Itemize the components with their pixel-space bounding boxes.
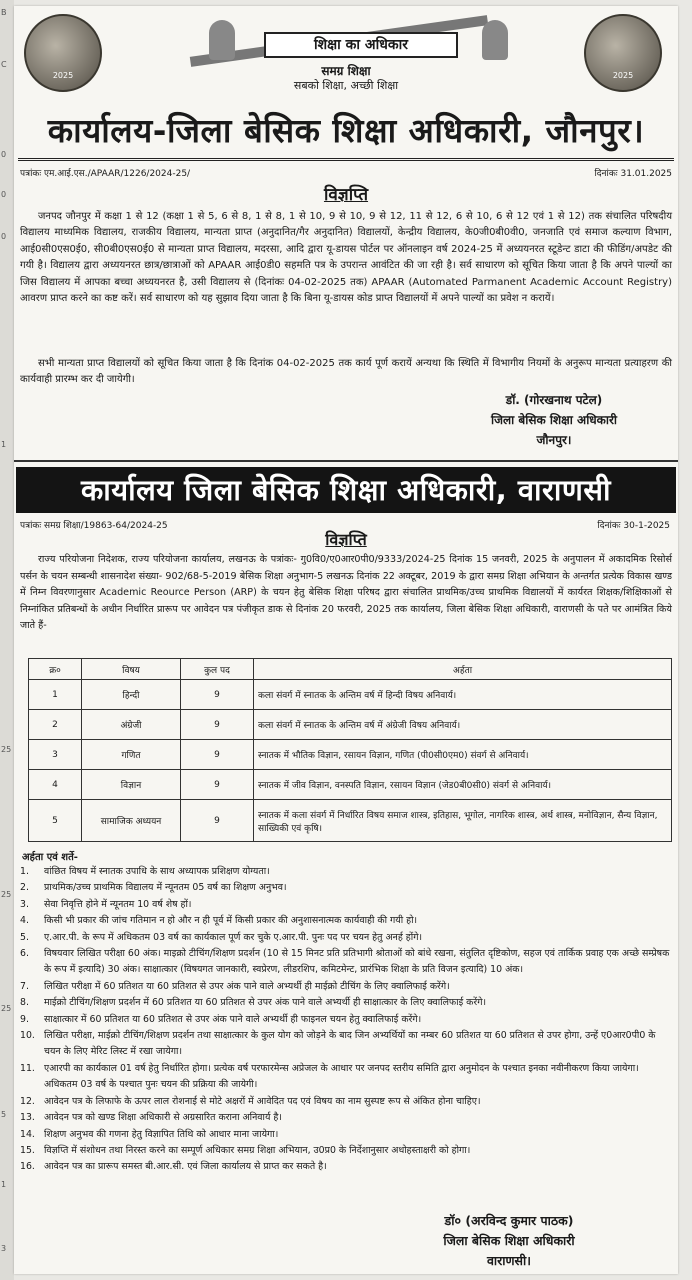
table-header-row <box>29 659 672 680</box>
list-item: 6. विषयवार लिखित परीक्षा 60 अंक। माइक्रो टीचिंग/शिक्षण प्रदर्शन (10 से 15 मिनट प्रति प्रतिभागी श्रोताओं को बांधे रखना, संतुलित दृष्टिकोण, सहज एवं तार्किक प्रवाह एक अच्छे सम्प्रेषक के रूप में इत्यादि) 30 अंक। साक्षात्कार (विषयगत जानकारी, स्वप्रेरण, लीडरशिप, कमिटमेन्ट, प्रारंभिक शिक्षा के प्रति विजन इत्यादि) 10 अंक। <box>20 948 670 976</box>
cell-qualification: स्नातक में कला संवर्ग में निर्धारित विषय समाज शास्त्र, इतिहास, भूगोल, नागरिक शास्त्र, अर्थ शास्त्र, मनोविज्ञान, सैन्य विज्ञान, साख्यिकी एवं कृषि। <box>254 800 672 842</box>
margin-tick: 1 <box>1 1180 7 1189</box>
scheme-tagline: सबको शिक्षा, अच्छी शिक्षा <box>293 79 399 92</box>
margin-tick: 25 <box>1 1004 12 1013</box>
list-item: 14. शिक्षण अनुभव की गणना हेतु विज्ञापित तिथि को आधार माना जायेगा। <box>20 1128 279 1140</box>
list-item: 13. आवेदन पत्र को खण्ड शिक्षा अधिकारी से अग्रसारित कराना अनिवार्य है। <box>20 1112 282 1124</box>
seal-year: 2025 <box>612 71 634 80</box>
list-item: 3. सेवा निवृत्ति होने में न्यूनतम 10 वर्ष शेष हों। <box>20 898 192 910</box>
table-row <box>29 740 672 770</box>
col-header-subject: विषय <box>82 659 181 680</box>
jaunpur-date: दिनांकः 31.01.2025 <box>594 169 672 179</box>
cell-subject: सामाजिक अध्ययन <box>82 800 181 842</box>
condition-text: लिखित परीक्षा, माईक्रो टीचिंग/शिक्षण प्रदर्शन तथा साक्षात्कार के कुल योग को जोड़ने के बाद जिन अभ्यर्थियों का नम्बर 60 प्रतिशत या 60 प्रतिशत से उपर होगा, उन्हें ए0आर0पी0 के चयन के लिए मेरिट लिस्ट में रखा जायेगा। <box>44 1030 656 1058</box>
margin-tick: 1 <box>1 440 7 449</box>
list-item: 15. विज्ञप्ति में संशोधन तथा निरस्त करने का सम्पूर्ण अधिकार समग्र शिक्षा अभियान, उ0प्र0 के निर्देशानुसार अधोहस्ताक्षरी को होगा। <box>20 1144 471 1156</box>
margin-tick: 0 <box>1 232 7 241</box>
cell-qualification: कला संवर्ग में स्नातक के अन्तिम वर्ष में हिन्दी विषय अनिवार्य। <box>254 680 672 710</box>
cell-posts: 9 <box>181 710 254 740</box>
margin-tick: 25 <box>1 745 12 754</box>
margin-tick: 0 <box>1 190 7 199</box>
condition-text: विज्ञप्ति में संशोधन तथा निरस्त करने का सम्पूर्ण अधिकार समग्र शिक्षा अभियान, उ0प्र0 के निर्देशानुसार अधोहस्ताक्षरी को होगा। <box>44 1144 471 1156</box>
cell-subject: अंग्रेजी <box>82 710 181 740</box>
varanasi-date: दिनांकः 30-1-2025 <box>597 521 670 531</box>
col-header-qualification: अर्हता <box>254 659 672 680</box>
cell-posts: 9 <box>181 740 254 770</box>
signatory-post: जिला बेसिक शिक्षा अधिकारी <box>443 1233 575 1248</box>
col-header-sn: क्र० <box>29 659 82 680</box>
cell-posts: 9 <box>181 800 254 842</box>
margin-tick: B <box>1 8 7 17</box>
condition-text: आवेदन पत्र का प्रारूप समस्त बी.आर.सी. एवं जिला कार्यालय से प्राप्त कर सकते है। <box>44 1161 327 1173</box>
table-row <box>29 770 672 800</box>
signatory-name: डॉ० (अरविन्द कुमार पाठक) <box>444 1213 574 1228</box>
jaunpur-notice-heading: विज्ञप्ति <box>323 185 369 205</box>
jaunpur-signature <box>454 390 654 450</box>
section-divider <box>14 460 678 462</box>
condition-text: विषयवार लिखित परीक्षा 60 अंक। माइक्रो टीचिंग/शिक्षण प्रदर्शन (10 से 15 मिनट प्रति प्रतिभागी श्रोताओं को बांधे रखना, संतुलित दृष्टिकोण, सहज एवं तार्किक प्रवाह एक अच्छे सम्प्रेषक के रूप में इत्यादि) 30 अंक। साक्षात्कार (विषयगत जानकारी, स्वप्रेरण, लीडरशिप, कमिटमेन्ट, प्रारंभिक शिक्षा के प्रति विजन इत्यादि) 10 अंक। <box>44 948 670 976</box>
cell-sn: 5 <box>29 800 82 842</box>
signatory-post: जिला बेसिक शिक्षा अधिकारी <box>490 413 618 427</box>
condition-text: प्राथमिक/उच्च प्राथमिक विद्यालय में न्यूनतम 05 वर्ष का शिक्षण अनुभव। <box>44 882 287 894</box>
condition-text: एआरपी का कार्यकाल 01 वर्ष हेतु निर्धारित होगा। प्रत्येक वर्ष परफारमेन्स अप्रेजल के आधार पर जनपद स्तरीय समिति द्वारा अनुमोदन के पश्चात इनका नवीनीकरण किया जायेगा। अधिकतम 03 वर्ष के पश्चात पुनः चयन की प्रक्रिया की जायेगी। <box>44 1062 639 1091</box>
jaunpur-header <box>14 6 678 104</box>
left-binding-strip <box>0 0 14 1280</box>
condition-text: शिक्षण अनुभव की गणना हेतु विज्ञापित तिथि को आधार माना जायेगा। <box>44 1128 279 1140</box>
varanasi-office-title: कार्यालय जिला बेसिक शिक्षा अधिकारी, वाराणसी <box>16 467 676 513</box>
cell-posts: 9 <box>181 680 254 710</box>
cell-posts: 9 <box>181 770 254 800</box>
signatory-place: जौनपुर। <box>536 433 572 447</box>
list-item: 5. ए.आर.पी. के रूप में अधिकतम 03 वर्ष का कार्यकाल पूर्ण कर चुके ए.आर.पी. पुनः पद पर चयन हेतु अनर्ह होंगे। <box>20 931 423 943</box>
list-item: 12. आवेदन पत्र के लिफाफे के ऊपर लाल रोशनाई से मोटे अक्षरों में आवेदित पद एवं विषय का नाम सुस्पष्ट रूप से अंकित होना चाहिए। <box>20 1095 481 1107</box>
arp-posts-table <box>28 658 672 842</box>
cell-qualification: कला संवर्ग में स्नातक के अन्तिम वर्ष में अंग्रेजी विषय अनिवार्य। <box>254 710 672 740</box>
margin-tick: 3 <box>1 1244 7 1253</box>
signatory-place: वाराणसी। <box>486 1253 531 1268</box>
jaunpur-para-1: जनपद जौनपुर में कक्षा 1 से 12 (कक्षा 1 से 5, 6 से 8, 1 से 8, 1 से 10, 9 से 10, 9 से 12, 11 से 12, 6 से 10, 6 से 12 एवं 1 से 12) तक संचालित परिषदीय विद्यालय माध्यमिक विद्यालय, राजकीय विद्यालय, मान्यता प्राप्त (अनुदानित/गैर अनुदानित) विद्यालयों, केन्द्रीय विद्यालय, के0जी0बी0वी0, जनजाति एवं समाज कल्याण विभाग, आई0सी0एस0ई0, सी0बी0एस0ई0 से मान्यता प्राप्त विद्यालय, मदरसा, आदि द्वारा यू-डायस पोर्टल पर ऑनलाइन वर्ष 2024-25 में अध्ययनरत स्टूडेन्ट डाटा की फीडिंग/अपडेट की गयी है। विद्यालय द्वारा अध्ययनरत छात्र/छात्राओं को APAAR आई0डी0 सहमति पत्र के उपरान्त आवंटित की जा रही है। सर्व साधारण को सूचित किया जाता है कि अपने पाल्यों का जिस विद्यालय में आपका बच्चा अध्ययनरत है, उसी विद्यालय से (दिनांकः 04-02-2025 तक) APAAR (Automated Parmanent Academic Account Registry) आवरण प्राप्त करने का कष्ट करें। सर्व साधारण को यह सुझाव दिया जाता है कि बिना यू-डायस कोड प्राप्त विद्यालयों में अपने पाल्यों का प्रवेश न करायें। <box>20 211 672 305</box>
table-row <box>29 680 672 710</box>
table-row <box>29 800 672 842</box>
cell-sn: 4 <box>29 770 82 800</box>
list-item: 9. साक्षात्कार में 60 प्रतिशत या 60 प्रतिशत से उपर अंक पाने वाले अभ्यर्थी ही फाइनल चयन हेतु क्वालिफाई करेंगे। <box>20 1013 422 1025</box>
cell-subject: हिन्दी <box>82 680 181 710</box>
child-figure-icon <box>209 20 235 60</box>
cell-sn: 1 <box>29 680 82 710</box>
scheme-name: समग्र शिक्षा <box>321 64 371 78</box>
margin-tick: 25 <box>1 890 12 899</box>
margin-tick: C <box>1 60 7 69</box>
conditions-heading: अर्हता एवं शर्ते- <box>22 852 78 863</box>
list-item: 1. वांछित विषय में स्नातक उपाधि के साथ अध्यापक प्रशिक्षण योग्यता। <box>20 866 270 877</box>
condition-text: सेवा निवृत्ति होने में न्यूनतम 10 वर्ष शेष हों। <box>44 898 192 910</box>
condition-text: आवेदन पत्र के लिफाफे के ऊपर लाल रोशनाई से मोटे अक्षरों में आवेदित पद एवं विषय का नाम सुस्पष्ट रूप से अंकित होना चाहिए। <box>44 1095 481 1107</box>
conditions-list <box>20 864 670 1176</box>
condition-text: साक्षात्कार में 60 प्रतिशत या 60 प्रतिशत से उपर अंक पाने वाले अभ्यर्थी ही फाइनल चयन हेतु क्वालिफाई करेंगे। <box>44 1013 422 1025</box>
cell-sn: 3 <box>29 740 82 770</box>
list-item: 16. आवेदन पत्र का प्रारूप समस्त बी.आर.सी. एवं जिला कार्यालय से प्राप्त कर सकते है। <box>20 1161 327 1173</box>
varanasi-intro: राज्य परियोजना निदेशक, राज्य परियोजना कार्यालय, लखनऊ के पत्रांकः- गु0वि0/ए0आर0पी0/9333/2024-25 दिनांक 15 जनवरी, 2025 के अनुपालन में अकादमिक रिसोर्स पर्सन के चयन सम्बन्धी शासनादेश संख्या- 902/68-5-2019 बेसिक शिक्षा अनुभाग-5 लखनऊ दिनांक 22 अक्टूबर, 2019 के द्वारा समग्र शिक्षा अभियान के अन्तर्गत प्रत्येक विकास खण्ड में निम्न विवरणानुसार Academic Reource Person (ARP) के चयन हेतु बेसिक शिक्षा परिषद द्वारा संचालित प्राथमिक/उच्च प्राथमिक विद्यालयों में कार्यरत शिक्षक/शिक्षिकाओं से निम्नांकित प्रतिबन्धों के अधीन निर्धारित प्रारूप पर आवेदन पत्र पंजीकृत डाक से दिनांक 20 फरवरी, 2025 तक कार्यालय, जिला बेसिक शिक्षा अधिकारी, वाराणसी के पते पर आमंत्रित किये जाते हैं- <box>20 554 672 632</box>
jaunpur-ref-no: पत्रांकः एम.आई.एस./APAAR/1226/2024-25/ <box>20 169 191 179</box>
list-item: 10. लिखित परीक्षा, माईक्रो टीचिंग/शिक्षण प्रदर्शन तथा साक्षात्कार के कुल योग को जोड़ने के बाद जिन अभ्यर्थियों का नम्बर 60 प्रतिशत या 60 प्रतिशत से उपर होगा, उन्हें ए0आर0पी0 के चयन के लिए मेरिट लिस्ट में रखा जायेगा। <box>20 1030 656 1058</box>
condition-text: किसी भी प्रकार की जांच गतिमान न हो और न ही पूर्व में किसी प्रकार की अनुशासनात्मक कार्यवाही की गयी हो। <box>44 915 418 927</box>
col-header-posts: कुल पद <box>181 659 254 680</box>
jaunpur-office-title: कार्यालय-जिला बेसिक शिक्षा अधिकारी, जौनपुर। <box>18 104 674 161</box>
list-item: 11. एआरपी का कार्यकाल 01 वर्ष हेतु निर्धारित होगा। प्रत्येक वर्ष परफारमेन्स अप्रेजल के आधार पर जनपद स्तरीय समिति द्वारा अनुमोदन के पश्चात इनका नवीनीकरण किया जायेगा। अधिकतम 03 वर्ष के पश्चात पुनः चयन की प्रक्रिया की जायेगी। <box>20 1062 639 1091</box>
varanasi-signature <box>394 1211 624 1271</box>
condition-text: आवेदन पत्र को खण्ड शिक्षा अधिकारी से अग्रसारित कराना अनिवार्य है। <box>44 1112 282 1124</box>
condition-text: माईक्रो टीचिंग/शिक्षण प्रदर्शन में 60 प्रतिशत या 60 प्रतिशत से उपर अंक पाने वाले अभ्यर्थी ही साक्षात्कार के लिए क्वालिफाई करेंगे। <box>44 997 487 1009</box>
cell-qualification: स्नातक में भौतिक विज्ञान, रसायन विज्ञान, गणित (पी0सी0एम0) संवर्ग से अनिवार्य। <box>254 740 672 770</box>
child-figure-icon <box>482 20 508 60</box>
condition-text: लिखित परीक्षा में 60 प्रतिशत या 60 प्रतिशत से उपर अंक पाने वाले अभ्यर्थी ही माईक्रो टीचिंग के लिए क्वालिफाई करेंगे। <box>44 980 450 992</box>
varanasi-ref-no: पत्रांकः समग्र शिक्षा/19863-64/2024-25 <box>20 521 168 531</box>
rte-banner: शिक्षा का अधिकार <box>264 32 458 58</box>
newspaper-page <box>14 6 678 1274</box>
list-item: 2. प्राथमिक/उच्च प्राथमिक विद्यालय में न्यूनतम 05 वर्ष का शिक्षण अनुभव। <box>20 882 287 894</box>
signatory-name: डॉ. (गोरखनाथ पटेल) <box>505 393 603 407</box>
cell-qualification: स्नातक में जीव विज्ञान, वनस्पति विज्ञान, रसायन विज्ञान (जेड0बी0सी0) संवर्ग से अनिवार्य। <box>254 770 672 800</box>
cell-sn: 2 <box>29 710 82 740</box>
jaunpur-para-2: सभी मान्यता प्राप्त विद्यालयों को सूचित किया जाता है कि दिनांक 04-02-2025 तक कार्य पूर्ण करायें अन्यथा कि स्थिति में विभागीय नियमों के अनुरूप मान्यता प्रत्याहरण की कार्यवाही प्रारम्भ कर दी जायेगी। <box>20 358 672 386</box>
margin-tick: 0 <box>1 150 7 159</box>
list-item: 8. माईक्रो टीचिंग/शिक्षण प्रदर्शन में 60 प्रतिशत या 60 प्रतिशत से उपर अंक पाने वाले अभ्यर्थी ही साक्षात्कार के लिए क्वालिफाई करेंगे। <box>20 997 487 1009</box>
cell-subject: गणित <box>82 740 181 770</box>
seal-year: 2025 <box>52 71 74 80</box>
table-row <box>29 710 672 740</box>
varanasi-notice-heading: विज्ञप्ति <box>325 530 367 549</box>
list-item: 4. किसी भी प्रकार की जांच गतिमान न हो और न ही पूर्व में किसी प्रकार की अनुशासनात्मक कार्यवाही की गयी हो। <box>20 915 418 927</box>
list-item: 7. लिखित परीक्षा में 60 प्रतिशत या 60 प्रतिशत से उपर अंक पाने वाले अभ्यर्थी ही माईक्रो टीचिंग के लिए क्वालिफाई करेंगे। <box>20 980 450 992</box>
condition-text: ए.आर.पी. के रूप में अधिकतम 03 वर्ष का कार्यकाल पूर्ण कर चुके ए.आर.पी. पुनः पद पर चयन हेतु अनर्ह होंगे। <box>44 931 423 943</box>
condition-text: वांछित विषय में स्नातक उपाधि के साथ अध्यापक प्रशिक्षण योग्यता। <box>44 866 270 877</box>
margin-tick: 5 <box>1 1110 7 1119</box>
cell-subject: विज्ञान <box>82 770 181 800</box>
